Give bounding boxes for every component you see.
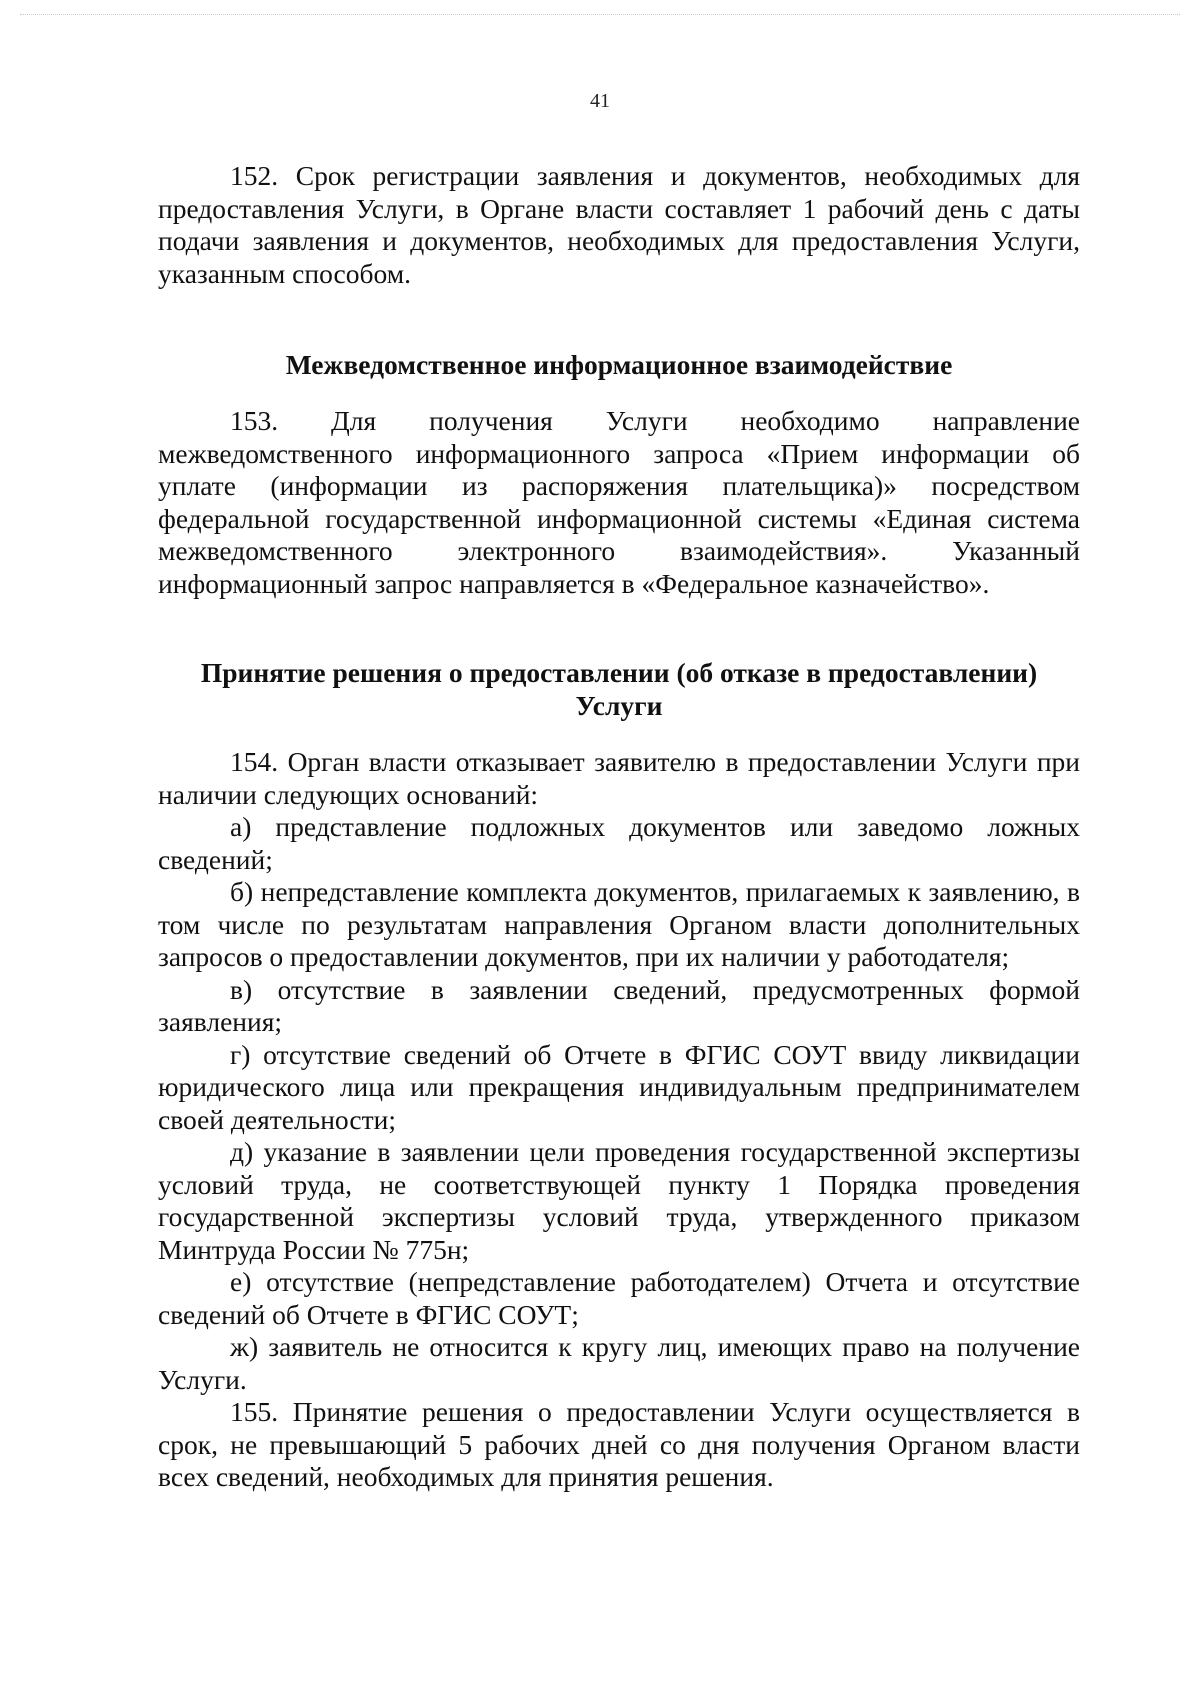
- paragraph-153: 153. Для получения Услуги необходимо направление межведомственного информационного запроса «Прием информации об уплате (информации из распоряжения плательщика)» посредством федеральной государственной информационной системы «Единая система межведомственного электронного взаимодействия». Указанный информационный запрос направляется в «Федеральное казначейство».: [158, 405, 1080, 599]
- list-item-zh: ж) заявитель не относится к кругу лиц, имеющих право на получение Услуги.: [158, 1331, 1080, 1395]
- list-item-g: г) отсутствие сведений об Отчете в ФГИС СОУТ ввиду ликвидации юридического лица или прекращения индивидуальным предпринимателем своей деятельности;: [158, 1038, 1080, 1135]
- paragraph-152: 152. Срок регистрации заявления и документов, необходимых для предоставления Услуги, в Органе власти составляет 1 рабочий день с даты подачи заявления и документов, необходимых для предоставления Услуги, указанным способом.: [158, 160, 1080, 289]
- section-heading-decision-line-2: Услуги: [575, 690, 663, 721]
- list-item-d: д) указание в заявлении цели проведения государственной экспертизы условий труда, не соответствующей пункту 1 Порядка проведения государственной экспертизы условий труда, утвержденного приказом Минтруда России № 775н;: [158, 1136, 1080, 1265]
- list-item-v: в) отсутствие в заявлении сведений, предусмотренных формой заявления;: [158, 973, 1080, 1037]
- document-body: [158, 160, 1080, 1494]
- section-heading-decision: [158, 656, 1080, 722]
- page-number: 41: [590, 90, 610, 112]
- section-heading-interagency: Межведомственное информационное взаимодействие: [285, 349, 953, 380]
- list-item-e: е) отсутствие (непредставление работодателем) Отчета и отсутствие сведений об Отчете в ФГИС СОУТ;: [158, 1266, 1080, 1330]
- list-item-a: а) представление подложных документов или заведомо ложных сведений;: [158, 811, 1080, 875]
- list-item-b: б) непредставление комплекта документов, прилагаемых к заявлению, в том числе по результатам направления Органом власти дополнительных запросов о предоставлении документов, при их наличии у работодателя;: [158, 876, 1080, 972]
- paragraph-154: 154. Орган власти отказывает заявителю в предоставлении Услуги при наличии следующих оснований:: [158, 746, 1080, 810]
- scan-edge-line: [20, 14, 1180, 15]
- paragraph-155: 155. Принятие решения о предоставлении Услуги осуществляется в срок, не превышающий 5 рабочих дней со дня получения Органом власти всех сведений, необходимых для принятия решения.: [158, 1396, 1080, 1492]
- section-heading-decision-line-1: Принятие решения о предоставлении (об отказе в предоставлении): [200, 657, 1038, 688]
